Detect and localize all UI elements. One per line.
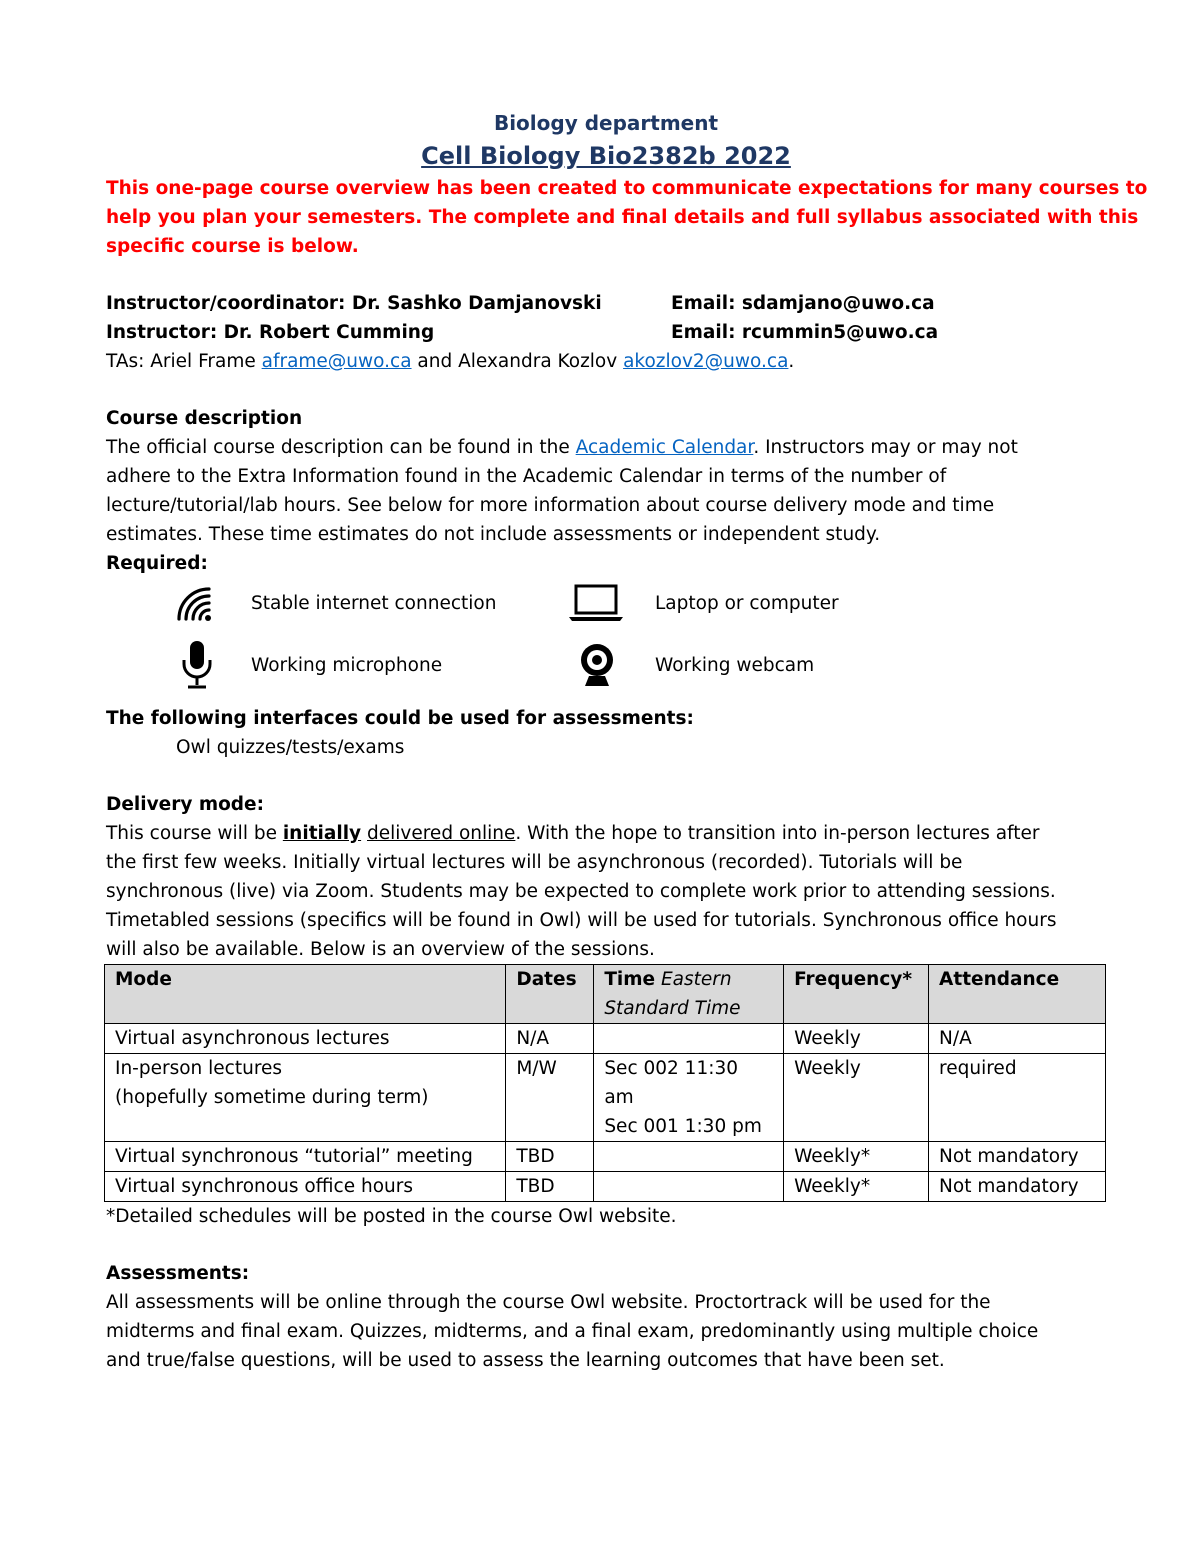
table-row [105,1024,1106,1054]
tas-suffix: . [788,351,795,372]
cell-mode: Virtual asynchronous lectures [105,1024,506,1054]
required-items [106,578,1106,704]
cell-mode: Virtual synchronous “tutorial” meeting [105,1142,506,1172]
delivery-line: Timetabled sessions (specifics will be found in Owl) will be used for tutorials. Synchronous office hours [106,910,1057,931]
delivery-emphasis: delivered online [367,823,516,844]
delivery-line: will also be available. Below is an overview of the sessions. [106,939,655,960]
cell-time-line: Sec 002 11:30 am [604,1058,738,1108]
delivery-text: This course will be [106,823,283,844]
cell-mode: Virtual synchronous office hours [105,1172,506,1202]
wifi-icon [168,578,218,628]
assessments-heading: Assessments: [106,1263,250,1284]
interfaces-heading: The following interfaces could be used for assessments: [106,708,694,729]
cell-mode-line: (hopefully sometime during term) [115,1087,429,1108]
assessments-line: midterms and final exam. Quizzes, midterms, and a final exam, predominantly using multiple choice [106,1321,1039,1342]
cell-dates: TBD [506,1142,594,1172]
academic-calendar-link[interactable]: Academic Calendar [575,437,754,458]
instructor-name: Instructor: Dr. Robert Cumming [106,322,435,343]
delivery-text: . With the hope to transition into in-person lectures after [515,823,1040,844]
required-item-microphone [172,640,443,690]
tas-middle: and Alexandra Kozlov [411,351,624,372]
tas-prefix: TAs: Ariel Frame [106,351,262,372]
notice-line: help you plan your semesters. The complete and final details and full syllabus associated with this [106,207,1139,228]
instructor-coordinator-row [106,289,1106,318]
tas-line [106,347,1106,376]
cell-attendance: Not mandatory [929,1172,1106,1202]
interfaces-item: Owl quizzes/tests/exams [176,737,405,758]
header-mode: Mode [105,965,506,1024]
delivery-line: the first few weeks. Initially virtual lectures will be asynchronous (recorded). Tutorials will be [106,852,963,873]
header-time-label: Time [604,969,656,990]
cell-frequency: Weekly [784,1054,929,1142]
course-description-line: estimates. These time estimates do not include assessments or independent study. [106,524,881,545]
table-row [105,1142,1106,1172]
notice-line: This one-page course overview has been created to communicate expectations for many courses to [106,178,1148,199]
sessions-table [104,964,1106,1202]
cell-mode [105,1054,506,1142]
notice-block [106,174,1148,261]
notice-line: specific course is below. [106,236,359,257]
required-item-label: Working microphone [251,654,443,676]
required-item-label: Working webcam [655,654,815,676]
ta-email-link-1[interactable]: aframe@uwo.ca [261,351,412,372]
cell-frequency: Weekly* [784,1172,929,1202]
instructor-email: Email: rcummin5@uwo.ca [671,322,939,343]
ta-email-link-2[interactable]: akozlov2@uwo.ca [623,351,789,372]
course-description-line: adhere to the Extra Information found in the Academic Calendar in terms of the number of [106,466,947,487]
laptop-icon [566,578,626,628]
desc-text: . Instructors may or may not [753,437,1018,458]
header-attendance: Attendance [929,965,1106,1024]
header-frequency: Frequency* [784,965,929,1024]
cell-frequency: Weekly* [784,1142,929,1172]
department-title: Biology department [493,111,719,135]
course-description-line [106,433,1106,462]
header-dates: Dates [506,965,594,1024]
instructor-coordinator-email: Email: sdamjano@uwo.ca [671,293,935,314]
cell-dates: M/W [506,1054,594,1142]
cell-attendance: Not mandatory [929,1142,1106,1172]
required-item-label: Laptop or computer [655,592,839,614]
required-item-label: Stable internet connection [251,592,497,614]
desc-text: The official course description can be found in the [106,437,576,458]
cell-time [594,1024,784,1054]
table-header-row [105,965,1106,1024]
cell-mode-line: In-person lectures [115,1058,283,1079]
instructor-coordinator-name: Instructor/coordinator: Dr. Sashko Damjanovski [106,293,602,314]
cell-frequency: Weekly [784,1024,929,1054]
delivery-emphasis: initially [282,823,362,844]
delivery-line [106,819,1106,848]
cell-dates: TBD [506,1172,594,1202]
table-footnote: *Detailed schedules will be posted in the course Owl website. [106,1206,677,1227]
cell-time [594,1142,784,1172]
delivery-line: synchronous (live) via Zoom. Students may be expected to complete work prior to attending sessions. [106,881,1056,902]
cell-time [594,1054,784,1142]
cell-attendance: N/A [929,1024,1106,1054]
header-time [594,965,784,1024]
course-description-heading: Course description [106,408,303,429]
course-title: Cell Biology Bio2382b 2022 [421,142,791,170]
required-heading: Required: [106,553,208,574]
delivery-heading: Delivery mode: [106,794,264,815]
header-time-zone: Eastern Standard Time [604,969,741,1019]
course-description-line: lecture/tutorial/lab hours. See below for more information about course delivery mode and time [106,495,995,516]
instructor-row [106,318,1106,347]
cell-attendance: required [929,1054,1106,1142]
required-item-internet [168,578,497,628]
document-page [106,108,1148,1375]
table-row [105,1172,1106,1202]
required-item-laptop [566,578,839,628]
assessments-line: All assessments will be online through the course Owl website. Proctortrack will be used for the [106,1292,991,1313]
assessments-line: and true/false questions, will be used to assess the learning outcomes that have been set. [106,1350,945,1371]
required-item-webcam [572,640,815,690]
microphone-icon [172,640,222,690]
cell-time [594,1172,784,1202]
table-row [105,1054,1106,1142]
cell-dates: N/A [506,1024,594,1054]
cell-time-line: Sec 001 1:30 pm [604,1116,762,1137]
webcam-icon [572,640,622,690]
